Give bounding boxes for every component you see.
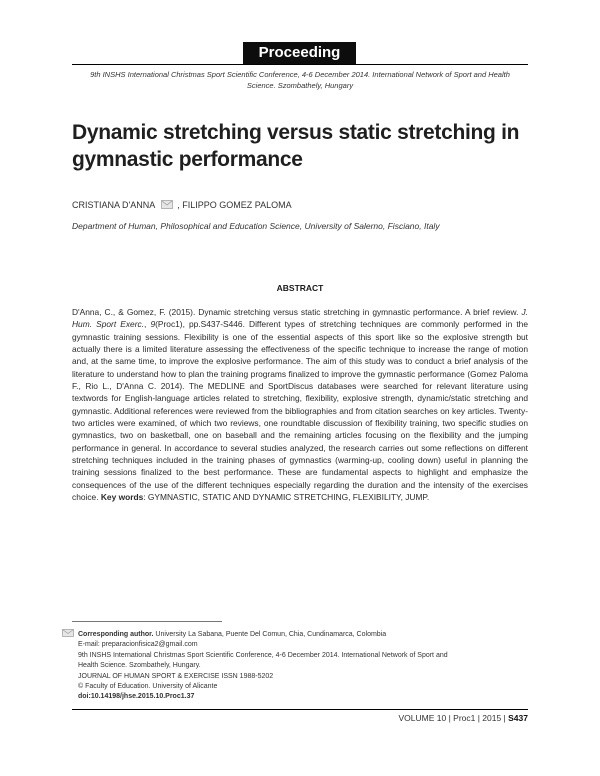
header-rule [72,64,528,65]
footnote-journal: JOURNAL OF HUMAN SPORT & EXERCISE ISSN 1988-5202 [78,672,274,680]
footnote-conference-2: Health Science. Szombathely, Hungary. [78,662,201,670]
footnote-email[interactable]: E-mail: preparacionfisica2@gmail.com [78,641,198,649]
footnote-conference-1: 9th INSHS International Christmas Sport Scientific Conference, 4-6 December 2014. International Network of Sport and [78,651,448,659]
footnote-doi[interactable]: doi:10.14198/jhse.2015.10.Proc1.37 [78,693,195,701]
keywords-label: Key words [100,492,144,503]
affiliation: Department of Human, Philosophical and Education Science, University of Salerno, Fisciano, Italy [72,221,440,231]
footer-rule [72,709,528,710]
volume-info: VOLUME 10 | Proc1 | 2015 | [398,713,506,723]
corresponding-author-address: University La Sabana, Puente Del Comun, Chia, Cundinamarca, Colombia [153,631,387,638]
volume-separator: , [144,319,151,330]
conference-line-1: 9th INSHS International Christmas Sport Scientific Conference, 4-6 December 2014. International Network of Sport and Health [90,70,510,79]
keywords: : GYMNASTIC, STATIC AND DYNAMIC STRETCHING, FLEXIBILITY, JUMP. [143,492,430,503]
abstract-heading: ABSTRACT [276,283,324,293]
title-line-1: Dynamic stretching versus static stretching in [72,121,520,144]
proceeding-banner: Proceeding [243,42,356,64]
footnote [62,629,532,703]
author-1: CRISTIANA D'ANNA [72,200,155,210]
article-title [72,119,532,173]
citation-prefix: D'Anna, C., & Gomez, F. (2015). Dynamic stretching versus static stretching in gymnastic performance. A brief review. [72,307,522,317]
email-envelope-icon[interactable] [161,200,173,209]
abstract-body [72,306,528,504]
page-number: S437 [508,713,528,723]
journal-name: J. Hum. Sport Exerc. [72,307,528,330]
volume-number: 9 [150,319,156,330]
title-line-2: gymnastic performance [72,148,303,171]
footnote-rule [72,621,222,622]
envelope-icon [62,629,74,637]
conference-header [72,69,528,91]
author-list [72,200,292,210]
footnote-copyright: © Faculty of Education. University of Alicante [78,683,218,691]
conference-line-2: Science. Szombathely, Hungary [246,81,354,90]
abstract-text: (Proc1), pp.S437-S446. Different types of stretching techniques are commonly performed in the gymnastic training sessions. Flexibility is one of the essential aspects of this sport like so the explosive strength but actually there is a limited literature assessing the effectiveness of the specific technique to increase the range of motion and, at the same time, to improve the explosive performance. The aim of this study was to conduct a brief analysis of the literature to understand how to plan the training programs finalized to improve the gymnastic performance (Gomez Paloma F., Rio L., D'Anna C. 2014). The MEDLINE and SportDiscus databases were searched for relevant literature using textwords for English-language articles related to stretching, flexibility, explosive strength, dynamic/static stretching and gymnastic. Additional references were reviewed from the bibliographies and from citation searches on key articles. Twenty-two articles were examined, of which two reviews, one roundtable discussion of flexibility training, two specific studies on gymnastics, two on basketball, one on baseball and the remaining articles focusing on the flexibility and the jumping performance in general. In accordance to several studies analyzed, the research carries out some reflections on different stretching techniques included in the training phases of gymnastics (warming-up, cooling down) useful in planning the training sessions finalized to the best performance. These are fundamental aspects to highlight and emphasize the consequences of the use of the different techniques especially regarding the duration and the intensity of the exercises choice. [72,319,528,503]
corresponding-author-label: Corresponding author. [78,631,154,638]
page-footer [300,713,528,723]
author-2: , FILIPPO GOMEZ PALOMA [177,200,292,210]
